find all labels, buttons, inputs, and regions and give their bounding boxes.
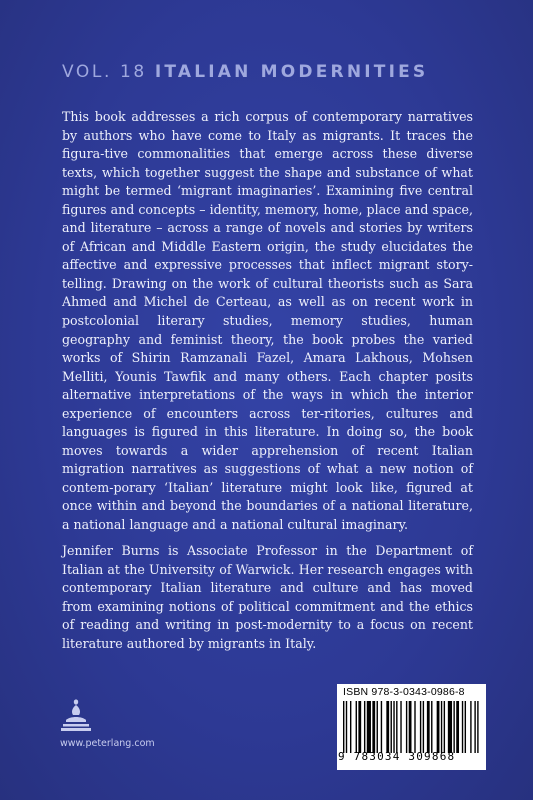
series-volume: VOL. 18 (62, 62, 147, 82)
barcode-bar (441, 701, 442, 753)
book-description: This book addresses a rich corpus of contemporary narratives by authors who have come to Italy as migrants. It traces the figura-tive commonalities that emerge across these diverse texts, which together suggest the shape and substance of what might be termed ‘migrant imaginaries’. Examining five central figures and concepts – identity, memory, home, place and space, and literature – across a range of novels and stories by writers of African and Middle Eastern origin, the study elucidates the affective and expressive processes that inflect migrant story-telling. Drawing on the work of cultural theorists such as Sara Ahmed and Michel de Certeau, as well as on recent work in postcolonial literary studies, memory studies, human geography and feminist theory, the book probes the varied works of Shirin Ramzanali Fazel, Amara Lakhous, Mohsen Melliti, Younis Tawfik and many others. Each chapter posits alternative interpretations of the ways in which the interior experience of encounters across ter-ritories, cultures and languages is figured in this literature. In doing so, the book moves towards a wider apprehension of recent Italian migration narratives as suggestions of what a new notion of contem-porary ‘Italian’ literature might look like, figured at once within and beyond the boundaries of a national literature, a national language and a national cultural imaginary. (62, 109, 473, 533)
barcode-bar (343, 701, 344, 753)
barcode-bar (470, 701, 471, 753)
barcode-bar (431, 701, 432, 753)
barcode-bar (367, 701, 371, 753)
barcode-bar (372, 701, 375, 753)
isbn-barcode (337, 684, 486, 770)
series-name: ITALIAN MODERNITIES (154, 62, 429, 82)
barcode-bar (356, 701, 357, 753)
series-heading (62, 62, 482, 82)
barcode-bar (456, 701, 459, 753)
barcode-bar (409, 701, 412, 753)
barcode-bars (341, 701, 482, 753)
barcode-bar (391, 701, 392, 753)
barcode-bar (358, 701, 361, 753)
barcode-bar (406, 701, 407, 753)
barcode-bar (444, 701, 445, 753)
barcode-bar (465, 701, 466, 753)
barcode-bar (437, 701, 440, 753)
peter-lang-logo-icon (60, 698, 92, 734)
barcode-bar (400, 701, 401, 753)
barcode-bar (381, 701, 382, 753)
barcode-bar (346, 701, 347, 753)
barcode-bar (393, 701, 394, 753)
barcode-digits: 9 783034 309868 (338, 750, 456, 763)
publisher-url[interactable]: www.peterlang.com (60, 738, 155, 749)
barcode-bar (474, 701, 475, 753)
barcode-bar (423, 701, 424, 753)
barcode-bar (453, 701, 454, 753)
barcode-bar (414, 701, 415, 753)
barcode-bar (462, 701, 463, 753)
barcode-bar (386, 701, 389, 753)
barcode-bar (377, 701, 378, 753)
barcode-bar (427, 701, 430, 753)
isbn-text: ISBN 978-3-0343-0986-8 (343, 686, 465, 698)
author-bio: Jennifer Burns is Associate Professor in the Department of Italian at the University of Warwick. Her research engages with contemporary Italian literature and culture and has moved from examining notions of political commitment and the ethics of reading and writing in post-modernity to a focus on recent literature authored by migrants in Italy. (62, 543, 473, 651)
barcode-bar (420, 701, 421, 753)
barcode-bar (364, 701, 365, 753)
barcode-bar (477, 701, 478, 753)
barcode-bar (396, 701, 397, 753)
barcode-bar (350, 701, 351, 753)
barcode-bar (448, 701, 452, 753)
